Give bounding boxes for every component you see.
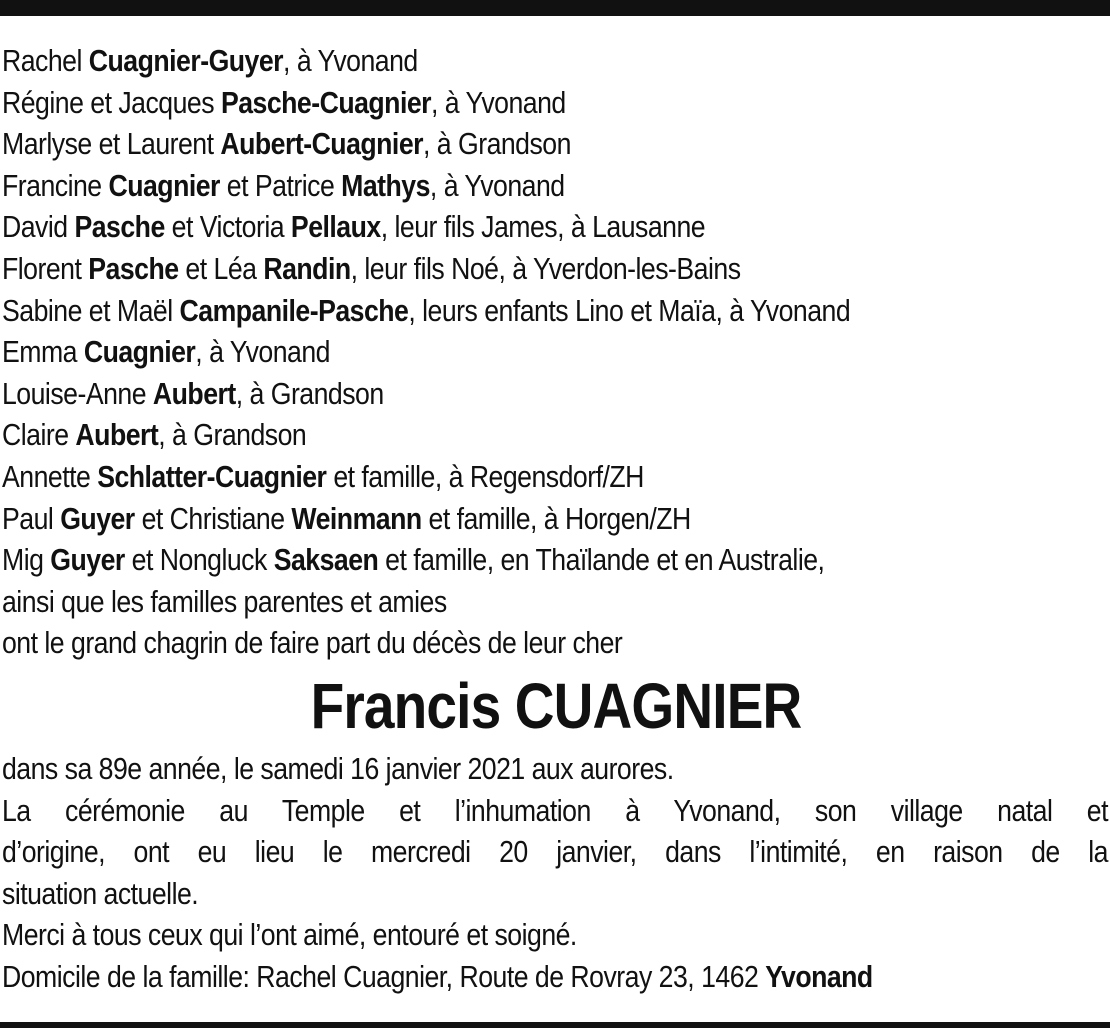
mourner-surname: Aubert-Cuagnier xyxy=(220,126,423,162)
mourner-surname: Campanile-Pasche xyxy=(179,292,409,328)
mourner-surname: Aubert xyxy=(75,417,159,453)
mourner-text: et Léa xyxy=(178,250,264,286)
mourner-line xyxy=(2,331,953,373)
mourner-surname: Pasche-Cuagnier xyxy=(220,84,432,120)
mourner-line xyxy=(2,248,953,290)
mourner-text: , à Grandson xyxy=(158,417,307,453)
mourner-surname: Cuagnier xyxy=(83,334,196,370)
deceased-name: Francis CUAGNIER xyxy=(310,669,802,742)
mourner-line xyxy=(2,165,953,207)
mourner-surname: Guyer xyxy=(60,500,135,536)
notice-line: dans sa 89e année, le samedi 16 janvier 2021 aux aurores. xyxy=(2,750,674,786)
mourner-text: Francine xyxy=(2,167,109,203)
notice-line: La cérémonie au Temple et l’inhumation à Yvonand, son village natal et xyxy=(2,792,1108,828)
mourner-line xyxy=(2,290,953,332)
closing-line: ont le grand chagrin de faire part du décès de leur cher xyxy=(2,625,623,661)
mourner-text: , à Yvonand xyxy=(429,167,565,203)
mourner-text: , à Grandson xyxy=(422,126,571,162)
mourner-text: et famille, à Regensdorf/ZH xyxy=(326,458,644,494)
mourner-text: Rachel xyxy=(2,43,89,78)
mourner-text: et Christiane xyxy=(134,500,292,536)
mourner-line xyxy=(2,498,953,540)
mourner-text: et Victoria xyxy=(164,209,291,245)
mourner-text: , à Yvonand xyxy=(431,84,566,120)
domicile-address: Domicile de la famille: Rachel Cuagnier, Route de Rovray 23, 1462 xyxy=(2,958,766,994)
mourner-surname: Guyer xyxy=(50,542,125,578)
mourner-text: , leurs enfants Lino et Maïa, à Yvonand xyxy=(408,292,851,328)
mourner-text: David xyxy=(2,209,75,245)
mourner-text: , à Grandson xyxy=(235,375,384,411)
mourner-surname: Mathys xyxy=(341,167,430,203)
closing-line: ainsi que les familles parentes et amies xyxy=(2,583,447,619)
domicile-town: Yvonand xyxy=(765,958,873,994)
mourner-line xyxy=(2,82,953,124)
notice-line: situation actuelle. xyxy=(2,875,199,911)
mourner-surname: Pasche xyxy=(88,250,179,286)
mourner-line xyxy=(2,539,953,581)
mourner-text: et famille, à Horgen/ZH xyxy=(421,500,691,536)
mourner-text: Mig xyxy=(2,542,51,578)
notice-line: d’origine, ont eu lieu le mercredi 20 janvier, dans l’intimité, en raison de la xyxy=(2,834,1108,870)
mourner-text: , leur fils James, à Lausanne xyxy=(380,209,706,245)
mourner-line xyxy=(2,373,953,415)
bottom-rule xyxy=(0,1022,1110,1028)
mourner-list xyxy=(2,40,1108,664)
mourner-surname: Weinmann xyxy=(291,500,422,536)
mourner-text: et Nongluck xyxy=(124,542,274,578)
mourner-text: , leur fils Noé, à Yverdon-les-Bains xyxy=(350,250,741,286)
domicile-line xyxy=(2,956,953,998)
mourner-text: Régine et Jacques xyxy=(2,84,221,120)
mourner-text: , à Yvonand xyxy=(283,43,418,78)
mourner-surname: Pellaux xyxy=(290,209,381,245)
mourner-line xyxy=(2,123,953,165)
mourner-text: Sabine et Maël xyxy=(2,292,180,328)
mourner-line xyxy=(2,40,953,82)
mourner-text: et Patrice xyxy=(219,167,342,203)
mourner-surname: Cuagnier-Guyer xyxy=(88,43,284,78)
mourner-text: Annette xyxy=(2,458,98,494)
mourner-surname: Aubert xyxy=(152,375,236,411)
mourner-surname: Saksaen xyxy=(273,542,379,578)
obituary-notice xyxy=(2,40,1108,997)
mourner-text: , à Yvonand xyxy=(195,334,330,370)
mourner-text: Louise-Anne xyxy=(2,375,153,411)
mourner-text: et famille, en Thaïlande et en Australie, xyxy=(378,542,825,578)
mourner-text: Marlyse et Laurent xyxy=(2,126,221,162)
mourner-text: Paul xyxy=(2,500,61,536)
notice-body xyxy=(2,748,1108,998)
notice-line: Merci à tous ceux qui l’ont aimé, entouré et soigné. xyxy=(2,917,577,953)
mourner-line xyxy=(2,456,953,498)
mourner-surname: Cuagnier xyxy=(108,167,220,203)
mourner-surname: Schlatter-Cuagnier xyxy=(97,458,327,494)
mourner-surname: Pasche xyxy=(74,209,165,245)
mourner-text: Florent xyxy=(2,250,89,286)
mourner-text: Emma xyxy=(2,334,84,370)
mourner-line xyxy=(2,414,953,456)
top-rule xyxy=(0,0,1110,16)
mourner-line xyxy=(2,206,953,248)
mourner-text: Claire xyxy=(2,417,76,453)
mourner-surname: Randin xyxy=(263,250,351,286)
